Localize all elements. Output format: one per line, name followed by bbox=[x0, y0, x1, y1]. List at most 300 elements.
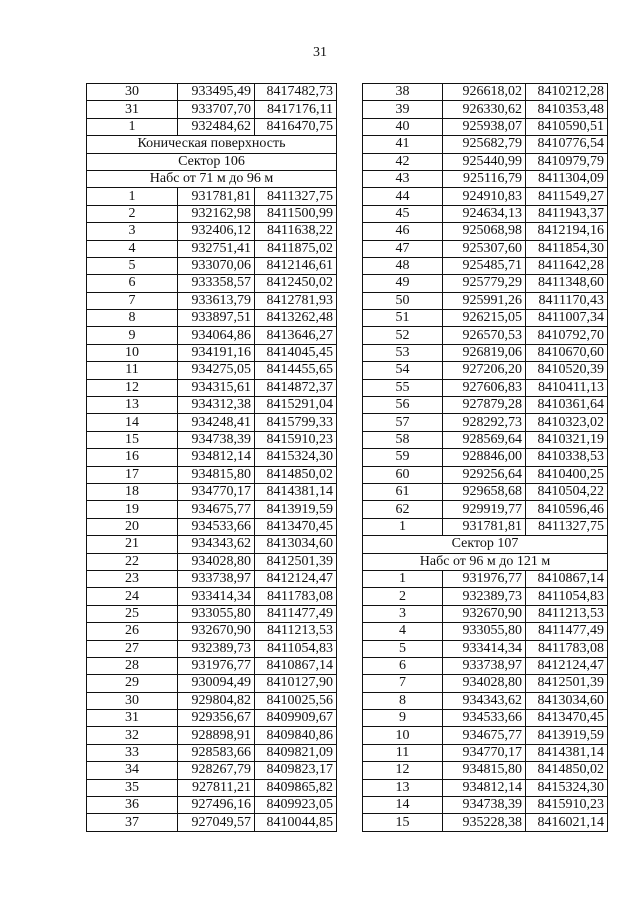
x-coordinate-cell: 933414,34 bbox=[178, 588, 255, 605]
point-number-cell: 37 bbox=[87, 814, 178, 831]
table-row bbox=[87, 431, 337, 448]
point-number-cell: 56 bbox=[363, 397, 443, 414]
x-coordinate-cell: 933055,80 bbox=[178, 605, 255, 622]
table-row bbox=[363, 257, 608, 274]
table-row bbox=[87, 327, 337, 344]
point-number-cell: 11 bbox=[363, 744, 443, 761]
table-row bbox=[87, 362, 337, 379]
y-coordinate-cell: 8411943,37 bbox=[526, 205, 608, 222]
table-row bbox=[363, 414, 608, 431]
table-row bbox=[87, 518, 337, 535]
y-coordinate-cell: 8409821,09 bbox=[255, 744, 337, 761]
table-row bbox=[363, 605, 608, 622]
x-coordinate-cell: 934315,61 bbox=[178, 379, 255, 396]
y-coordinate-cell: 8410353,48 bbox=[526, 101, 608, 118]
y-coordinate-cell: 8410338,53 bbox=[526, 449, 608, 466]
point-number-cell: 7 bbox=[363, 675, 443, 692]
point-number-cell: 61 bbox=[363, 483, 443, 500]
table-row bbox=[363, 570, 608, 587]
y-coordinate-cell: 8412501,39 bbox=[255, 553, 337, 570]
y-coordinate-cell: 8410321,19 bbox=[526, 431, 608, 448]
y-coordinate-cell: 8411500,99 bbox=[255, 205, 337, 222]
point-number-cell: 2 bbox=[87, 205, 178, 222]
y-coordinate-cell: 8413919,59 bbox=[255, 501, 337, 518]
table-row bbox=[363, 727, 608, 744]
x-coordinate-cell: 934248,41 bbox=[178, 414, 255, 431]
table-row bbox=[87, 310, 337, 327]
y-coordinate-cell: 8413470,45 bbox=[526, 710, 608, 727]
table-row bbox=[87, 188, 337, 205]
x-coordinate-cell: 925779,29 bbox=[443, 275, 526, 292]
x-coordinate-cell: 934064,86 bbox=[178, 327, 255, 344]
x-coordinate-cell: 934675,77 bbox=[443, 727, 526, 744]
x-coordinate-cell: 925682,79 bbox=[443, 136, 526, 153]
table-row bbox=[87, 675, 337, 692]
table-row bbox=[363, 762, 608, 779]
x-coordinate-cell: 925068,98 bbox=[443, 223, 526, 240]
table-row bbox=[363, 518, 608, 535]
point-number-cell: 10 bbox=[87, 344, 178, 361]
x-coordinate-cell: 931781,81 bbox=[443, 518, 526, 535]
point-number-cell: 21 bbox=[87, 536, 178, 553]
coordinates-table-left bbox=[86, 83, 337, 832]
x-coordinate-cell: 929356,67 bbox=[178, 710, 255, 727]
x-coordinate-cell: 927879,28 bbox=[443, 397, 526, 414]
table-row bbox=[363, 118, 608, 135]
x-coordinate-cell: 928583,66 bbox=[178, 744, 255, 761]
table-row bbox=[87, 344, 337, 361]
y-coordinate-cell: 8410127,90 bbox=[255, 675, 337, 692]
y-coordinate-cell: 8411549,27 bbox=[526, 188, 608, 205]
table-row bbox=[363, 379, 608, 396]
x-coordinate-cell: 933055,80 bbox=[443, 623, 526, 640]
x-coordinate-cell: 934533,66 bbox=[443, 710, 526, 727]
y-coordinate-cell: 8414850,02 bbox=[255, 466, 337, 483]
table-row bbox=[87, 779, 337, 796]
x-coordinate-cell: 934343,62 bbox=[178, 536, 255, 553]
y-coordinate-cell: 8415799,33 bbox=[255, 414, 337, 431]
y-coordinate-cell: 8411327,75 bbox=[526, 518, 608, 535]
x-coordinate-cell: 925485,71 bbox=[443, 257, 526, 274]
table-row bbox=[87, 762, 337, 779]
x-coordinate-cell: 933613,79 bbox=[178, 292, 255, 309]
y-coordinate-cell: 8411783,08 bbox=[255, 588, 337, 605]
x-coordinate-cell: 932389,73 bbox=[178, 640, 255, 657]
section-heading-row bbox=[363, 553, 608, 570]
table-row bbox=[363, 344, 608, 361]
section-heading: Сектор 106 bbox=[87, 153, 337, 170]
y-coordinate-cell: 8410670,60 bbox=[526, 344, 608, 361]
x-coordinate-cell: 928267,79 bbox=[178, 762, 255, 779]
table-row bbox=[363, 449, 608, 466]
x-coordinate-cell: 934191,16 bbox=[178, 344, 255, 361]
x-coordinate-cell: 932751,41 bbox=[178, 240, 255, 257]
x-coordinate-cell: 932670,90 bbox=[178, 623, 255, 640]
x-coordinate-cell: 926215,05 bbox=[443, 310, 526, 327]
x-coordinate-cell: 932670,90 bbox=[443, 605, 526, 622]
table-row bbox=[363, 588, 608, 605]
x-coordinate-cell: 924910,83 bbox=[443, 188, 526, 205]
table-row bbox=[87, 240, 337, 257]
point-number-cell: 53 bbox=[363, 344, 443, 361]
x-coordinate-cell: 932162,98 bbox=[178, 205, 255, 222]
x-coordinate-cell: 934770,17 bbox=[178, 483, 255, 500]
y-coordinate-cell: 8413262,48 bbox=[255, 310, 337, 327]
table-row bbox=[363, 101, 608, 118]
x-coordinate-cell: 928569,64 bbox=[443, 431, 526, 448]
y-coordinate-cell: 8414455,65 bbox=[255, 362, 337, 379]
point-number-cell: 27 bbox=[87, 640, 178, 657]
y-coordinate-cell: 8409909,67 bbox=[255, 710, 337, 727]
table-row bbox=[363, 188, 608, 205]
point-number-cell: 40 bbox=[363, 118, 443, 135]
table-row bbox=[363, 205, 608, 222]
table-row bbox=[87, 710, 337, 727]
point-number-cell: 35 bbox=[87, 779, 178, 796]
x-coordinate-cell: 932484,62 bbox=[178, 118, 255, 135]
y-coordinate-cell: 8414872,37 bbox=[255, 379, 337, 396]
x-coordinate-cell: 927606,83 bbox=[443, 379, 526, 396]
y-coordinate-cell: 8413919,59 bbox=[526, 727, 608, 744]
table-row bbox=[363, 675, 608, 692]
table-row bbox=[363, 431, 608, 448]
y-coordinate-cell: 8412781,93 bbox=[255, 292, 337, 309]
table-row bbox=[87, 205, 337, 222]
x-coordinate-cell: 931976,77 bbox=[443, 570, 526, 587]
point-number-cell: 43 bbox=[363, 170, 443, 187]
table-row bbox=[87, 379, 337, 396]
point-number-cell: 9 bbox=[87, 327, 178, 344]
table-row bbox=[87, 553, 337, 570]
table-row bbox=[363, 362, 608, 379]
x-coordinate-cell: 933070,06 bbox=[178, 257, 255, 274]
table-row bbox=[87, 101, 337, 118]
x-coordinate-cell: 929919,77 bbox=[443, 501, 526, 518]
x-coordinate-cell: 934343,62 bbox=[443, 692, 526, 709]
x-coordinate-cell: 926819,06 bbox=[443, 344, 526, 361]
y-coordinate-cell: 8411213,53 bbox=[255, 623, 337, 640]
x-coordinate-cell: 925440,99 bbox=[443, 153, 526, 170]
point-number-cell: 22 bbox=[87, 553, 178, 570]
y-coordinate-cell: 8412146,61 bbox=[255, 257, 337, 274]
y-coordinate-cell: 8412124,47 bbox=[255, 570, 337, 587]
x-coordinate-cell: 927811,21 bbox=[178, 779, 255, 796]
y-coordinate-cell: 8415910,23 bbox=[526, 797, 608, 814]
x-coordinate-cell: 925116,79 bbox=[443, 170, 526, 187]
y-coordinate-cell: 8410411,13 bbox=[526, 379, 608, 396]
y-coordinate-cell: 8411327,75 bbox=[255, 188, 337, 205]
y-coordinate-cell: 8414045,45 bbox=[255, 344, 337, 361]
table-row bbox=[87, 657, 337, 674]
y-coordinate-cell: 8411854,30 bbox=[526, 240, 608, 257]
x-coordinate-cell: 927206,20 bbox=[443, 362, 526, 379]
point-number-cell: 4 bbox=[87, 240, 178, 257]
point-number-cell: 15 bbox=[87, 431, 178, 448]
point-number-cell: 58 bbox=[363, 431, 443, 448]
x-coordinate-cell: 934815,80 bbox=[443, 762, 526, 779]
section-heading-row bbox=[87, 170, 337, 187]
table-row bbox=[363, 814, 608, 831]
point-number-cell: 4 bbox=[363, 623, 443, 640]
point-number-cell: 14 bbox=[87, 414, 178, 431]
x-coordinate-cell: 934533,66 bbox=[178, 518, 255, 535]
section-heading: Набс от 96 м до 121 м bbox=[363, 553, 608, 570]
y-coordinate-cell: 8410596,46 bbox=[526, 501, 608, 518]
x-coordinate-cell: 934770,17 bbox=[443, 744, 526, 761]
y-coordinate-cell: 8410792,70 bbox=[526, 327, 608, 344]
y-coordinate-cell: 8413470,45 bbox=[255, 518, 337, 535]
x-coordinate-cell: 934028,80 bbox=[178, 553, 255, 570]
point-number-cell: 7 bbox=[87, 292, 178, 309]
y-coordinate-cell: 8413034,60 bbox=[255, 536, 337, 553]
point-number-cell: 2 bbox=[363, 588, 443, 605]
y-coordinate-cell: 8410025,56 bbox=[255, 692, 337, 709]
x-coordinate-cell: 924634,13 bbox=[443, 205, 526, 222]
table-row bbox=[363, 292, 608, 309]
y-coordinate-cell: 8409923,05 bbox=[255, 797, 337, 814]
x-coordinate-cell: 929804,82 bbox=[178, 692, 255, 709]
table-row bbox=[87, 223, 337, 240]
table-row bbox=[87, 397, 337, 414]
point-number-cell: 15 bbox=[363, 814, 443, 831]
x-coordinate-cell: 929256,64 bbox=[443, 466, 526, 483]
table-row bbox=[87, 692, 337, 709]
x-coordinate-cell: 925307,60 bbox=[443, 240, 526, 257]
y-coordinate-cell: 8412194,16 bbox=[526, 223, 608, 240]
y-coordinate-cell: 8410212,28 bbox=[526, 84, 608, 101]
point-number-cell: 1 bbox=[87, 188, 178, 205]
y-coordinate-cell: 8411007,34 bbox=[526, 310, 608, 327]
table-row bbox=[87, 414, 337, 431]
x-coordinate-cell: 933414,34 bbox=[443, 640, 526, 657]
point-number-cell: 51 bbox=[363, 310, 443, 327]
point-number-cell: 52 bbox=[363, 327, 443, 344]
point-number-cell: 23 bbox=[87, 570, 178, 587]
section-heading: Сектор 107 bbox=[363, 536, 608, 553]
coordinates-table-right-body bbox=[363, 84, 608, 832]
table-row bbox=[363, 710, 608, 727]
y-coordinate-cell: 8412450,02 bbox=[255, 275, 337, 292]
x-coordinate-cell: 926330,62 bbox=[443, 101, 526, 118]
point-number-cell: 12 bbox=[363, 762, 443, 779]
x-coordinate-cell: 935228,38 bbox=[443, 814, 526, 831]
y-coordinate-cell: 8410520,39 bbox=[526, 362, 608, 379]
y-coordinate-cell: 8415324,30 bbox=[526, 779, 608, 796]
y-coordinate-cell: 8409865,82 bbox=[255, 779, 337, 796]
table-row bbox=[87, 605, 337, 622]
table-row bbox=[363, 327, 608, 344]
point-number-cell: 54 bbox=[363, 362, 443, 379]
table-row bbox=[363, 240, 608, 257]
y-coordinate-cell: 8411213,53 bbox=[526, 605, 608, 622]
table-row bbox=[87, 588, 337, 605]
point-number-cell: 45 bbox=[363, 205, 443, 222]
y-coordinate-cell: 8416021,14 bbox=[526, 814, 608, 831]
x-coordinate-cell: 931976,77 bbox=[178, 657, 255, 674]
x-coordinate-cell: 930094,49 bbox=[178, 675, 255, 692]
y-coordinate-cell: 8411638,22 bbox=[255, 223, 337, 240]
point-number-cell: 55 bbox=[363, 379, 443, 396]
table-row bbox=[363, 501, 608, 518]
x-coordinate-cell: 933358,57 bbox=[178, 275, 255, 292]
x-coordinate-cell: 934812,14 bbox=[178, 449, 255, 466]
x-coordinate-cell: 932389,73 bbox=[443, 588, 526, 605]
y-coordinate-cell: 8414381,14 bbox=[255, 483, 337, 500]
x-coordinate-cell: 933738,97 bbox=[443, 657, 526, 674]
table-row bbox=[87, 727, 337, 744]
section-heading-row bbox=[87, 136, 337, 153]
point-number-cell: 12 bbox=[87, 379, 178, 396]
y-coordinate-cell: 8413646,27 bbox=[255, 327, 337, 344]
point-number-cell: 30 bbox=[87, 692, 178, 709]
x-coordinate-cell: 925991,26 bbox=[443, 292, 526, 309]
point-number-cell: 48 bbox=[363, 257, 443, 274]
point-number-cell: 38 bbox=[363, 84, 443, 101]
point-number-cell: 31 bbox=[87, 101, 178, 118]
y-coordinate-cell: 8410504,22 bbox=[526, 483, 608, 500]
x-coordinate-cell: 933738,97 bbox=[178, 570, 255, 587]
table-row bbox=[87, 623, 337, 640]
table-row bbox=[87, 449, 337, 466]
table-row bbox=[87, 118, 337, 135]
point-number-cell: 6 bbox=[87, 275, 178, 292]
x-coordinate-cell: 928292,73 bbox=[443, 414, 526, 431]
table-row bbox=[363, 310, 608, 327]
y-coordinate-cell: 8415291,04 bbox=[255, 397, 337, 414]
point-number-cell: 25 bbox=[87, 605, 178, 622]
table-row bbox=[87, 275, 337, 292]
x-coordinate-cell: 934815,80 bbox=[178, 466, 255, 483]
y-coordinate-cell: 8410776,54 bbox=[526, 136, 608, 153]
y-coordinate-cell: 8413034,60 bbox=[526, 692, 608, 709]
table-row bbox=[87, 797, 337, 814]
point-number-cell: 8 bbox=[87, 310, 178, 327]
x-coordinate-cell: 929658,68 bbox=[443, 483, 526, 500]
y-coordinate-cell: 8412501,39 bbox=[526, 675, 608, 692]
table-row bbox=[363, 640, 608, 657]
y-coordinate-cell: 8409823,17 bbox=[255, 762, 337, 779]
table-row bbox=[87, 292, 337, 309]
table-row bbox=[363, 779, 608, 796]
point-number-cell: 10 bbox=[363, 727, 443, 744]
table-row bbox=[87, 466, 337, 483]
point-number-cell: 1 bbox=[363, 518, 443, 535]
point-number-cell: 42 bbox=[363, 153, 443, 170]
y-coordinate-cell: 8410361,64 bbox=[526, 397, 608, 414]
point-number-cell: 8 bbox=[363, 692, 443, 709]
table-row bbox=[87, 536, 337, 553]
x-coordinate-cell: 926570,53 bbox=[443, 327, 526, 344]
x-coordinate-cell: 934275,05 bbox=[178, 362, 255, 379]
point-number-cell: 30 bbox=[87, 84, 178, 101]
y-coordinate-cell: 8414381,14 bbox=[526, 744, 608, 761]
y-coordinate-cell: 8411875,02 bbox=[255, 240, 337, 257]
x-coordinate-cell: 927496,16 bbox=[178, 797, 255, 814]
table-row bbox=[87, 84, 337, 101]
x-coordinate-cell: 931781,81 bbox=[178, 188, 255, 205]
point-number-cell: 41 bbox=[363, 136, 443, 153]
point-number-cell: 46 bbox=[363, 223, 443, 240]
point-number-cell: 29 bbox=[87, 675, 178, 692]
table-row bbox=[87, 257, 337, 274]
point-number-cell: 13 bbox=[87, 397, 178, 414]
point-number-cell: 1 bbox=[87, 118, 178, 135]
y-coordinate-cell: 8410323,02 bbox=[526, 414, 608, 431]
x-coordinate-cell: 934028,80 bbox=[443, 675, 526, 692]
point-number-cell: 34 bbox=[87, 762, 178, 779]
y-coordinate-cell: 8411642,28 bbox=[526, 257, 608, 274]
x-coordinate-cell: 934738,39 bbox=[178, 431, 255, 448]
y-coordinate-cell: 8411783,08 bbox=[526, 640, 608, 657]
table-row bbox=[363, 483, 608, 500]
table-row bbox=[87, 744, 337, 761]
y-coordinate-cell: 8416470,75 bbox=[255, 118, 337, 135]
point-number-cell: 3 bbox=[87, 223, 178, 240]
table-row bbox=[363, 275, 608, 292]
y-coordinate-cell: 8411054,83 bbox=[255, 640, 337, 657]
x-coordinate-cell: 934675,77 bbox=[178, 501, 255, 518]
point-number-cell: 17 bbox=[87, 466, 178, 483]
y-coordinate-cell: 8411304,09 bbox=[526, 170, 608, 187]
section-heading-row bbox=[363, 536, 608, 553]
point-number-cell: 50 bbox=[363, 292, 443, 309]
table-row bbox=[363, 744, 608, 761]
y-coordinate-cell: 8411170,43 bbox=[526, 292, 608, 309]
table-row bbox=[363, 136, 608, 153]
x-coordinate-cell: 934738,39 bbox=[443, 797, 526, 814]
x-coordinate-cell: 928846,00 bbox=[443, 449, 526, 466]
table-row bbox=[87, 483, 337, 500]
page-number: 31 bbox=[313, 45, 327, 60]
point-number-cell: 9 bbox=[363, 710, 443, 727]
point-number-cell: 26 bbox=[87, 623, 178, 640]
table-row bbox=[87, 501, 337, 518]
point-number-cell: 16 bbox=[87, 449, 178, 466]
point-number-cell: 5 bbox=[363, 640, 443, 657]
point-number-cell: 62 bbox=[363, 501, 443, 518]
point-number-cell: 28 bbox=[87, 657, 178, 674]
x-coordinate-cell: 932406,12 bbox=[178, 223, 255, 240]
point-number-cell: 59 bbox=[363, 449, 443, 466]
point-number-cell: 31 bbox=[87, 710, 178, 727]
point-number-cell: 36 bbox=[87, 797, 178, 814]
x-coordinate-cell: 934812,14 bbox=[443, 779, 526, 796]
y-coordinate-cell: 8410400,25 bbox=[526, 466, 608, 483]
table-row bbox=[87, 570, 337, 587]
point-number-cell: 60 bbox=[363, 466, 443, 483]
y-coordinate-cell: 8410867,14 bbox=[526, 570, 608, 587]
y-coordinate-cell: 8412124,47 bbox=[526, 657, 608, 674]
point-number-cell: 20 bbox=[87, 518, 178, 535]
table-row bbox=[363, 153, 608, 170]
y-coordinate-cell: 8417482,73 bbox=[255, 84, 337, 101]
x-coordinate-cell: 925938,07 bbox=[443, 118, 526, 135]
point-number-cell: 19 bbox=[87, 501, 178, 518]
x-coordinate-cell: 933897,51 bbox=[178, 310, 255, 327]
x-coordinate-cell: 928898,91 bbox=[178, 727, 255, 744]
table-row bbox=[363, 84, 608, 101]
x-coordinate-cell: 933495,49 bbox=[178, 84, 255, 101]
table-row bbox=[363, 397, 608, 414]
point-number-cell: 32 bbox=[87, 727, 178, 744]
x-coordinate-cell: 927049,57 bbox=[178, 814, 255, 831]
point-number-cell: 57 bbox=[363, 414, 443, 431]
point-number-cell: 39 bbox=[363, 101, 443, 118]
point-number-cell: 5 bbox=[87, 257, 178, 274]
y-coordinate-cell: 8414850,02 bbox=[526, 762, 608, 779]
section-heading: Набс от 71 м до 96 м bbox=[87, 170, 337, 187]
point-number-cell: 13 bbox=[363, 779, 443, 796]
